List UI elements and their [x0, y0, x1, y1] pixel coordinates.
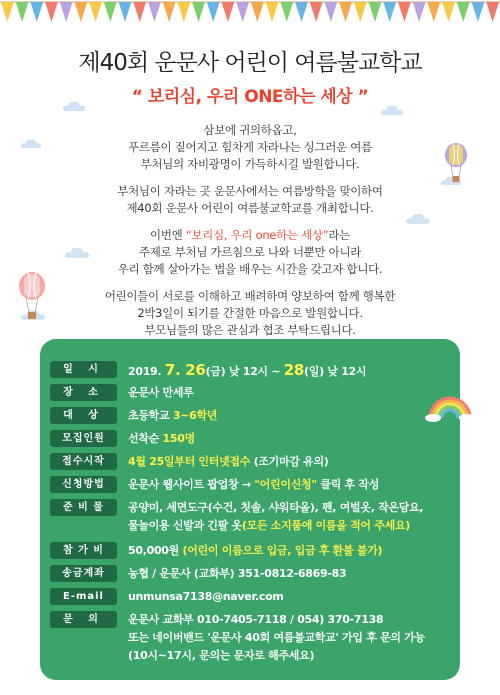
bunting-flag — [251, 2, 264, 22]
bunting-flag — [369, 2, 382, 22]
bunting-flag — [177, 2, 190, 22]
intro-paragraph-2: 부처님이 자라는 곳 운문사에서는 여름방학을 맞이하여 제40회 운문사 어린이 여름불교학교를 개최합니다. — [117, 184, 383, 215]
info-value: 공양미, 세면도구(수건, 칫솔, 샤워타올), 펜, 여벌옷, 작은담요, 물놀이용 신발과 긴팔 옷(모든 소지품에 이름을 적어 주세요) — [128, 501, 424, 532]
bunting-flag — [207, 2, 220, 22]
bunting-flag — [457, 2, 470, 22]
bunting-flag — [192, 2, 205, 22]
info-label: 준 비 물 — [50, 499, 117, 516]
bunting-flag — [75, 2, 88, 22]
bunting-flag — [30, 2, 43, 22]
bunting-flag — [486, 2, 499, 22]
info-label: 접수시작 — [50, 453, 117, 470]
cloud-icon — [20, 138, 42, 149]
bunting-flag — [295, 2, 308, 22]
info-value: 운문사 웹사이트 팝업창 → "어린이신청" 클릭 후 작성 — [128, 478, 380, 491]
bunting-flag — [339, 2, 352, 22]
bunting-flag — [104, 2, 117, 22]
info-label: 신청방법 — [50, 476, 117, 493]
page-title: 제40회 운문사 어린이 여름불교학교 — [78, 50, 422, 76]
intro-paragraph-1: 삼보에 귀의하옵고, 푸르름이 짙어지고 힘차게 자라나는 싱그러운 여름 부처님의 자비광명이 가득하시길 발원합니다. — [128, 123, 372, 171]
bunting-flag — [236, 2, 249, 22]
bunting-flag — [310, 2, 323, 22]
intro-paragraph-3: 이번엔 “보리심, 우리 one하는 세상”라는 주제로 부처님 가르침으로 나와 너뿐만 아니라 우리 함께 살아가는 법을 배우는 시간을 갖고자 합니다. — [117, 228, 383, 276]
cloud-icon — [380, 104, 404, 116]
info-label: 모집인원 — [50, 430, 117, 447]
info-value: 4월 25일부터 인터넷접수 (조기마감 유의) — [128, 455, 329, 468]
bunting-decoration — [0, 0, 500, 28]
info-label: 일 시 — [50, 361, 117, 378]
bunting-flag — [398, 2, 411, 22]
bunting-flag — [148, 2, 161, 22]
intro-paragraph-4: 어린이들이 서로를 이해하고 배려하며 양보하여 함께 행복한 2박3일이 되기를 간절한 마음으로 발원합니다. 부모님들의 많은 관심과 협조 부탁드립니다. — [104, 289, 396, 337]
info-value: 운문사 교화부 010-7405-7118 / 054) 370-7138 또는 네이버밴드 '운문사 40회 여름불교학교' 가입 후 문의 가능 (10시~17시, 문의는 문자로 해주세요) — [128, 613, 425, 662]
bunting-flag — [45, 2, 58, 22]
info-value: 농협 / 운문사 (교화부) 351-0812-6869-83 — [128, 567, 347, 580]
bunting-flag — [442, 2, 455, 22]
bunting-flag — [222, 2, 235, 22]
info-value: 초등학교 3~6학년 — [128, 409, 218, 422]
bunting-flag — [354, 2, 367, 22]
bunting-flag — [60, 2, 73, 22]
slogan: “ 보리심, 우리 ONE하는 세상 ” — [131, 87, 369, 107]
info-label: 문 의 — [50, 611, 117, 628]
info-label: E-mail — [50, 588, 117, 605]
bunting-flag — [427, 2, 440, 22]
hot-air-balloon-icon — [444, 143, 468, 187]
bunting-flag — [119, 2, 132, 22]
cloud-icon — [62, 100, 86, 112]
info-label: 대 상 — [50, 407, 117, 424]
info-value: 50,000원 (어린이 이름으로 입금, 입금 후 환불 불가) — [128, 544, 383, 557]
info-label: 장 소 — [50, 384, 117, 401]
info-value: 운문사 만세루 — [128, 386, 194, 399]
info-value: 2019. 7. 26(금) 낮 12시 ~ 28(일) 낮 12시 — [128, 361, 367, 379]
bunting-flag — [133, 2, 146, 22]
info-label: 송금계좌 — [50, 565, 117, 582]
bunting-flag — [1, 2, 14, 22]
hot-air-balloon-icon — [18, 272, 46, 324]
info-value: 선착순 150명 — [128, 432, 195, 445]
intro-text — [55, 122, 445, 349]
bunting-flag — [280, 2, 293, 22]
bunting-flag — [266, 2, 279, 22]
bunting-flag — [472, 2, 485, 22]
bunting-flag — [383, 2, 396, 22]
bunting-flag — [413, 2, 426, 22]
email-link[interactable]: unmunsa7138@naver.com — [128, 590, 284, 603]
bunting-flag — [325, 2, 338, 22]
bunting-flag — [89, 2, 102, 22]
slogan-highlight: “보리심, 우리 one하는 세상” — [185, 228, 329, 242]
info-label: 참 가 비 — [50, 542, 117, 559]
bunting-flag — [163, 2, 176, 22]
bunting-flag — [16, 2, 29, 22]
